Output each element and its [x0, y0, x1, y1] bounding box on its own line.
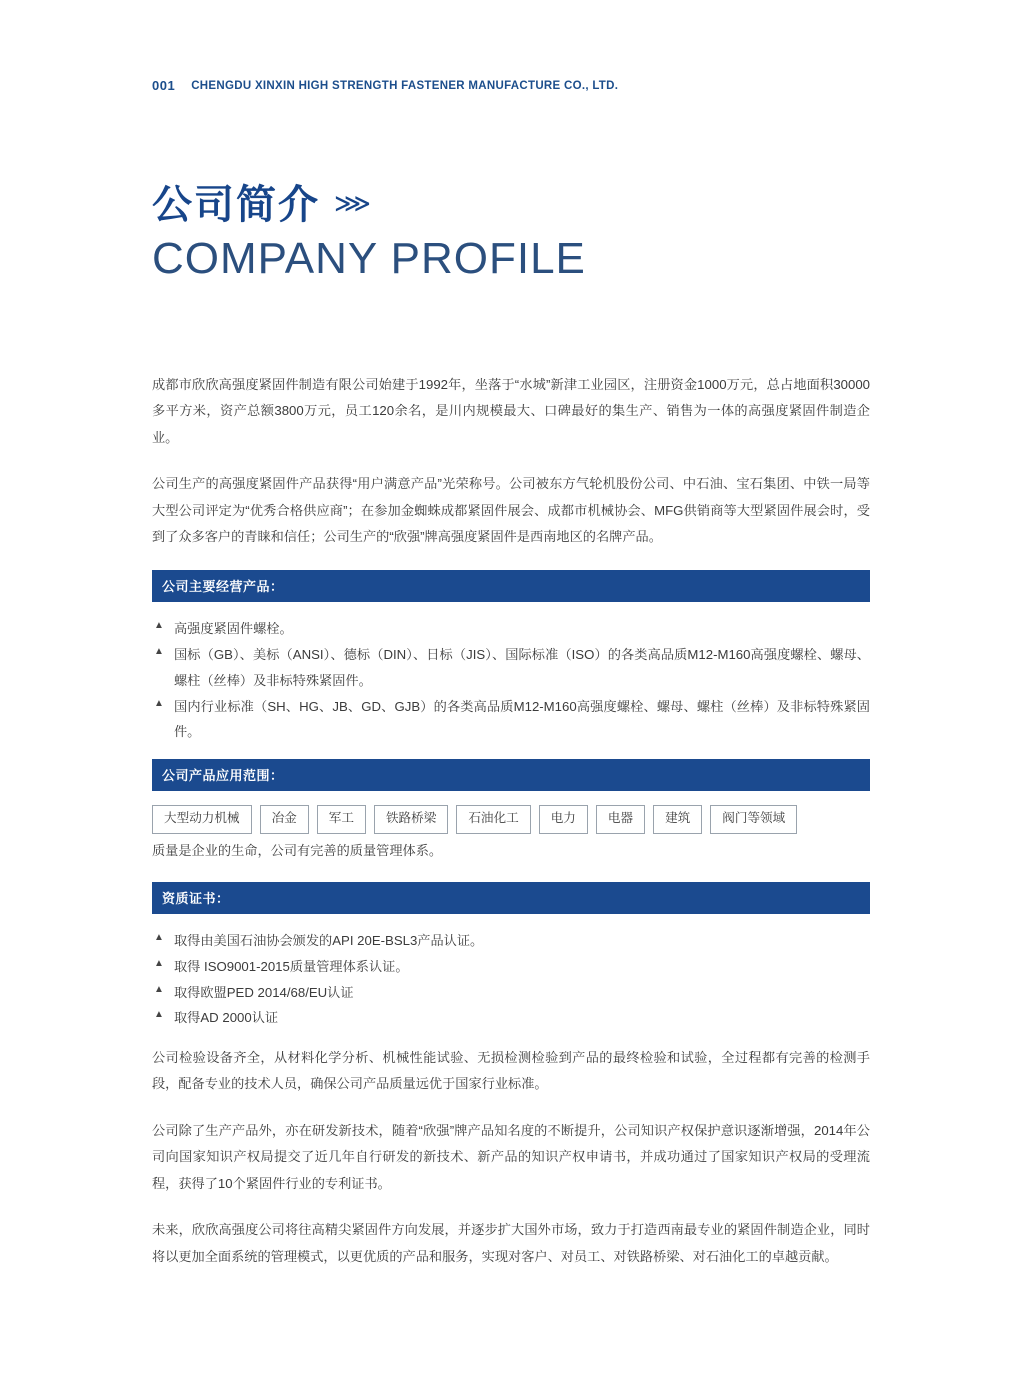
application-tag: 军工: [317, 805, 366, 834]
list-item-text: 高强度紧固件螺栓。: [174, 621, 293, 637]
list-item: [152, 694, 870, 745]
application-tag: 铁路桥梁: [374, 805, 448, 834]
section-bar-products: 公司主要经营产品：: [152, 570, 870, 602]
title-english: COMPANY PROFILE: [152, 234, 586, 283]
triangle-bullet-icon: ▲: [154, 620, 164, 632]
triangle-bullet-icon: ▲: [154, 646, 164, 658]
company-name-en: CHENGDU XINXIN HIGH STRENGTH FASTENER MANUFACTURE CO., LTD.: [191, 79, 619, 92]
list-item: [152, 954, 870, 980]
closing-paragraph-2: 公司除了生产产品外，亦在研发新技术，随着“欣强”牌产品知名度的不断提升，公司知识产权保护意识逐渐增强，2014年公司向国家知识产权局提交了近几年自行研发的新技术、新产品的知识产权申请书，并成功通过了国家知识产权局的受理流程，获得了10个紧固件行业的专利证书。: [152, 1122, 870, 1191]
application-tag-list: [152, 805, 870, 834]
triangle-bullet-icon: ▲: [154, 983, 164, 995]
chevron-right-icon: ⋙: [334, 188, 367, 218]
list-item: [152, 1005, 870, 1031]
application-tag: 电力: [539, 805, 588, 834]
title-cn-row: [152, 185, 586, 225]
list-item: [152, 642, 870, 693]
triangle-bullet-icon: ▲: [154, 1009, 164, 1021]
page-title: [152, 185, 586, 283]
page-header: [152, 78, 618, 93]
application-tag: 石油化工: [456, 805, 530, 834]
closing-paragraph-1: 公司检验设备齐全，从材料化学分析、机械性能试验、无损检测检验到产品的最终检验和试验，全过程都有完善的检测手段，配备专业的技术人员，确保公司产品质量远优于国家行业标准。: [152, 1050, 870, 1092]
page-content: [152, 372, 870, 1290]
intro-paragraph-2: 公司生产的高强度紧固件产品获得“用户满意产品”光荣称号。公司被东方气轮机股份公司、中石油、宝石集团、中铁一局等大型公司评定为“优秀合格供应商”；在参加金蜘蛛成都紧固件展会、成都市机械协会、MFG供销商等大型紧固件展会时，受到了众多客户的青睐和信任；公司生产的“欣强”牌高强度紧固件是西南地区的名牌产品。: [152, 476, 870, 545]
list-item-text: 取得AD 2000认证: [174, 1010, 279, 1026]
application-tag: 冶金: [260, 805, 309, 834]
triangle-bullet-icon: ▲: [154, 697, 164, 709]
application-tag: 电器: [596, 805, 645, 834]
list-item-text: 取得由美国石油协会颁发的API 20E-BSL3产品认证。: [174, 933, 484, 949]
intro-paragraph-1: 成都市欣欣高强度紧固件制造有限公司始建于1992年，坐落于“水城”新津工业园区，注册资金1000万元，总占地面积30000多平方米，资产总额3800万元，员工120余名，是川内规模最大、口碑最好的集生产、销售为一体的高强度紧固件制造企业。: [152, 377, 870, 445]
application-note: 质量是企业的生命，公司有完善的质量管理体系。: [152, 842, 443, 858]
application-tag: 大型动力机械: [152, 805, 252, 834]
list-item: [152, 616, 870, 642]
title-chinese: 公司简介: [152, 183, 320, 227]
list-item-text: 取得 ISO9001-2015质量管理体系认证。: [174, 958, 409, 974]
list-item-text: 国内行业标准（SH、HG、JB、GD、GJB）的各类高品质M12-M160高强度螺栓、螺母、螺柱（丝棒）及非标特殊紧固件。: [174, 698, 870, 740]
list-item: [152, 980, 870, 1006]
products-list: [152, 616, 870, 745]
application-tag: 建筑: [653, 805, 702, 834]
triangle-bullet-icon: ▲: [154, 957, 164, 969]
list-item-text: 国标（GB）、美标（ANSI）、德标（DIN）、日标（JIS）、国际标准（ISO）的各类高品质M12-M160高强度螺栓、螺母、螺柱（丝棒）及非标特殊紧固件。: [174, 647, 870, 688]
section-bar-application: 公司产品应用范围：: [152, 759, 870, 791]
page-number: 001: [152, 78, 176, 93]
list-item-text: 取得欧盟PED 2014/68/EU认证: [174, 984, 354, 1000]
certificate-list: [152, 928, 870, 1031]
triangle-bullet-icon: ▲: [154, 932, 164, 944]
list-item: [152, 928, 870, 954]
section-bar-certificates: 资质证书：: [152, 882, 870, 914]
application-tag: 阀门等领域: [710, 805, 797, 834]
closing-paragraph-3: 未来，欣欣高强度公司将往高精尖紧固件方向发展，并逐步扩大国外市场，致力于打造西南最专业的紧固件制造企业，同时将以更加全面系统的管理模式，以更优质的产品和服务，实现对客户、对员工、对铁路桥梁、对石油化工的卓越贡献。: [152, 1222, 870, 1264]
